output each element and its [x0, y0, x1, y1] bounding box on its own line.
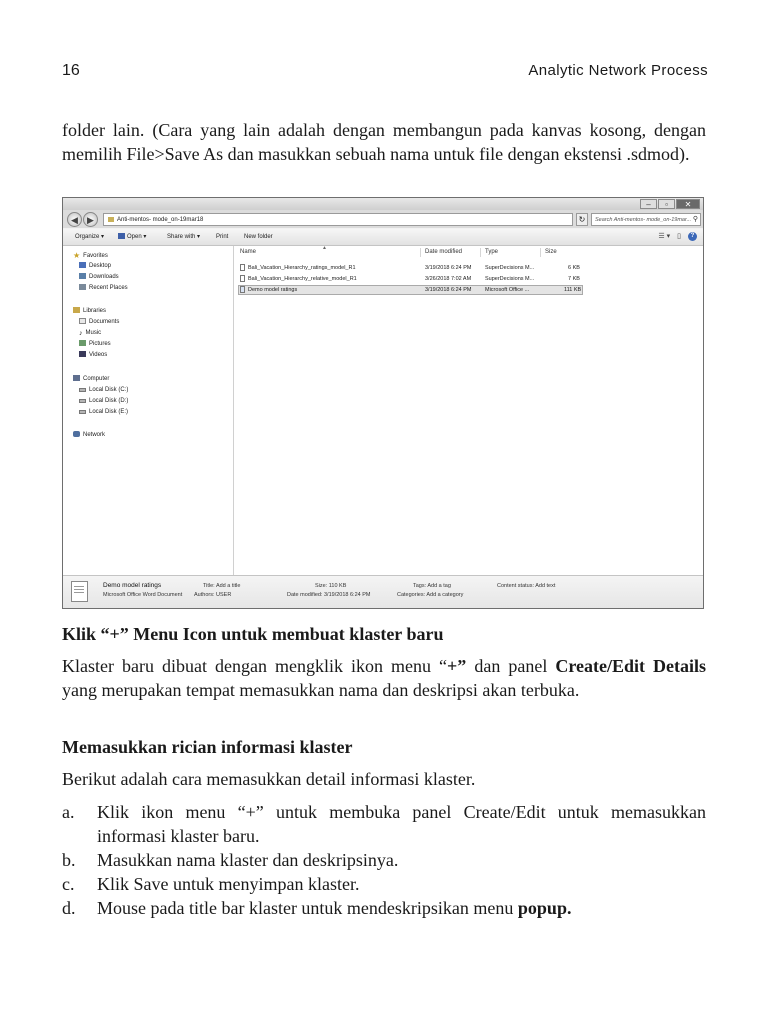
file-name: Bali_Vacation_Hierarchy_ratings_model_R1: [248, 265, 356, 271]
nav-label: Desktop: [89, 263, 112, 269]
paragraph-bold-text: Create/Edit Details: [555, 656, 707, 676]
nav-label: Documents: [89, 319, 120, 325]
nav-label: Network: [83, 432, 106, 438]
section-heading-rincian: Memasukkan rician informasi klaster: [62, 737, 353, 757]
nav-label: Local Disk (D:): [89, 398, 129, 404]
maximize-button[interactable]: ▫: [658, 199, 675, 209]
minimize-button[interactable]: –: [640, 199, 657, 209]
nav-label: Music: [85, 330, 102, 336]
open-label: Open ▾: [127, 234, 147, 240]
step-letter: d.: [62, 898, 76, 918]
nav-label: Downloads: [89, 274, 119, 280]
paragraph-text: dan panel: [466, 656, 556, 676]
step-text: Masukkan nama klaster dan deskripsinya.: [97, 850, 399, 870]
paragraph-text: yang merupakan tempat memasukkan nama dan deskripsi akan terbuka.: [62, 680, 580, 700]
column-header-date[interactable]: Date modified: [425, 249, 463, 255]
new-folder-button[interactable]: New folder: [244, 234, 273, 240]
print-button[interactable]: Print: [216, 234, 229, 240]
details-file-name: Demo model ratings: [103, 582, 162, 589]
column-header-name[interactable]: Name: [240, 249, 257, 255]
details-file-type: Microsoft Office Word Document: [103, 592, 183, 598]
disk-drive-icon: [79, 399, 86, 403]
sdmod-file-icon: [240, 264, 245, 271]
nav-documents[interactable]: [79, 318, 119, 327]
nav-libraries[interactable]: [73, 307, 106, 316]
window-title-bar: [63, 198, 703, 210]
list-item: [62, 872, 706, 896]
navigation-pane: [63, 246, 234, 575]
section-heading-klik-menu: Klik “+” Menu Icon untuk membuat klaster baru: [62, 624, 444, 644]
open-button[interactable]: [118, 232, 146, 242]
nav-pictures[interactable]: [79, 340, 111, 349]
music-note-icon: ♪: [79, 330, 83, 337]
nav-videos[interactable]: [79, 351, 107, 360]
nav-music[interactable]: [79, 329, 101, 338]
file-size: 111 KB: [564, 287, 582, 293]
column-header-type[interactable]: Type: [485, 249, 499, 255]
nav-desktop[interactable]: [79, 262, 111, 271]
organize-button[interactable]: Organize ▾: [75, 234, 105, 240]
nav-label: Favorites: [83, 253, 108, 259]
file-date: 3/19/2018 6:24 PM: [425, 265, 472, 271]
details-pane: [63, 575, 703, 608]
views-icon[interactable]: ☰ ▾: [658, 233, 671, 240]
nav-label: Local Disk (C:): [89, 387, 129, 393]
column-header-size[interactable]: Size: [545, 249, 557, 255]
paragraph-bold-plus: +”: [447, 656, 467, 676]
file-row[interactable]: [238, 274, 583, 284]
step-text-part: Mouse pada title bar klaster untuk mendeskripsikan menu: [97, 898, 518, 918]
column-divider[interactable]: [540, 248, 541, 257]
steps-list: [62, 800, 706, 920]
explorer-screenshot: [62, 197, 704, 609]
preview-pane-icon[interactable]: ▯: [677, 233, 681, 240]
list-item: [62, 896, 706, 920]
details-tags[interactable]: Tags: Add a tag: [413, 583, 451, 589]
command-toolbar: [63, 229, 703, 246]
address-bar[interactable]: [103, 213, 573, 226]
nav-label: Pictures: [89, 341, 111, 347]
file-size: 7 KB: [568, 276, 580, 282]
file-name: Bali_Vacation_Hierarchy_relative_model_R1: [248, 276, 357, 282]
file-type: Microsoft Office ...: [485, 287, 530, 293]
nav-downloads[interactable]: [79, 273, 119, 282]
nav-recent-places[interactable]: [79, 284, 128, 293]
close-button[interactable]: ✕: [676, 199, 700, 209]
nav-label: Libraries: [83, 308, 107, 314]
step-text: Klik Save untuk menyimpan klaster.: [97, 874, 360, 894]
column-divider[interactable]: [420, 248, 421, 257]
documents-icon: [79, 318, 86, 324]
nav-computer[interactable]: [73, 375, 109, 384]
nav-network[interactable]: [73, 431, 105, 440]
network-icon: [73, 431, 80, 437]
recent-places-icon: [79, 284, 86, 290]
address-row: [63, 210, 703, 228]
downloads-icon: [79, 273, 86, 279]
file-list: [234, 246, 703, 575]
folder-icon: [108, 217, 114, 222]
paragraph-text: Klaster baru dibuat dengan mengklik ikon menu “: [62, 656, 448, 676]
desktop-icon: [79, 262, 86, 268]
step-letter: c.: [62, 874, 75, 894]
nav-favorites[interactable]: [73, 251, 108, 261]
step-text: [97, 896, 706, 920]
forward-arrow-icon[interactable]: ▶: [83, 212, 98, 227]
details-categories[interactable]: Categories: Add a category: [397, 592, 464, 598]
disk-drive-icon: [79, 388, 86, 392]
file-name: Demo model ratings: [248, 287, 298, 293]
word-document-icon: [240, 286, 245, 293]
word-icon: [118, 233, 125, 239]
nav-local-disk-c[interactable]: [79, 386, 128, 395]
nav-label: Recent Places: [89, 285, 128, 291]
intro-paragraph: folder lain. (Cara yang lain adalah dengan membangun pada kanvas kosong, dengan memilih File>Save As dan masukkan sebuah nama untuk file dengan ekstensi .sdmod).: [62, 120, 706, 164]
step-bold-text: popup.: [517, 898, 572, 918]
nav-label: Videos: [89, 352, 108, 358]
sort-arrow-icon: ▲: [322, 245, 327, 251]
file-type: SuperDecisions M...: [485, 265, 535, 271]
file-row-selected[interactable]: [238, 285, 583, 295]
list-item: [62, 800, 706, 848]
nav-label: Computer: [83, 376, 110, 382]
help-icon[interactable]: ?: [688, 232, 697, 241]
file-row[interactable]: [238, 263, 583, 273]
nav-local-disk-d[interactable]: [79, 397, 128, 406]
refresh-icon[interactable]: ↻: [576, 213, 588, 226]
videos-icon: [79, 351, 86, 357]
pictures-icon: [79, 340, 86, 346]
section-intro: Berikut adalah cara memasukkan detail informasi klaster.: [62, 769, 476, 789]
disk-drive-icon: [79, 410, 86, 414]
computer-icon: [73, 375, 80, 381]
details-size: Size: 110 KB: [315, 583, 347, 589]
file-date: 3/26/2018 7:02 AM: [425, 276, 472, 282]
details-title[interactable]: Title: Add a title: [203, 583, 241, 589]
details-content-status[interactable]: Content status: Add text: [497, 583, 556, 589]
libraries-icon: [73, 307, 80, 313]
details-date-modified: Date modified: 3/19/2018 6:24 PM: [287, 592, 371, 598]
search-icon: ⚲: [692, 216, 698, 223]
column-divider[interactable]: [480, 248, 481, 257]
share-with-button[interactable]: Share with ▾: [167, 234, 201, 240]
step-letter: a.: [62, 802, 75, 822]
back-arrow-icon[interactable]: ◀: [67, 212, 82, 227]
section-paragraph: [62, 654, 706, 702]
document-thumbnail-icon: [71, 581, 88, 602]
file-size: 6 KB: [568, 265, 580, 271]
address-path: Anti-mentos- mode_on-19mar18: [117, 217, 204, 223]
details-authors[interactable]: Authors: USER: [194, 592, 232, 598]
list-item: [62, 848, 706, 872]
file-type: SuperDecisions M...: [485, 276, 535, 282]
nav-label: Local Disk (E:): [89, 409, 129, 415]
running-title: Analytic Network Process: [528, 62, 708, 79]
search-placeholder: Search Anti-mentos- mode_on-19mar...: [595, 217, 692, 223]
page-number: 16: [62, 62, 80, 79]
star-icon: ★: [73, 251, 81, 260]
step-letter: b.: [62, 850, 76, 870]
file-date: 3/19/2018 6:24 PM: [425, 287, 472, 293]
sdmod-file-icon: [240, 275, 245, 282]
nav-local-disk-e[interactable]: [79, 408, 128, 417]
step-text: Klik ikon menu “+” untuk membuka panel Create/Edit untuk memasukkan informasi klaster baru.: [97, 802, 706, 846]
search-input[interactable]: [591, 213, 701, 226]
